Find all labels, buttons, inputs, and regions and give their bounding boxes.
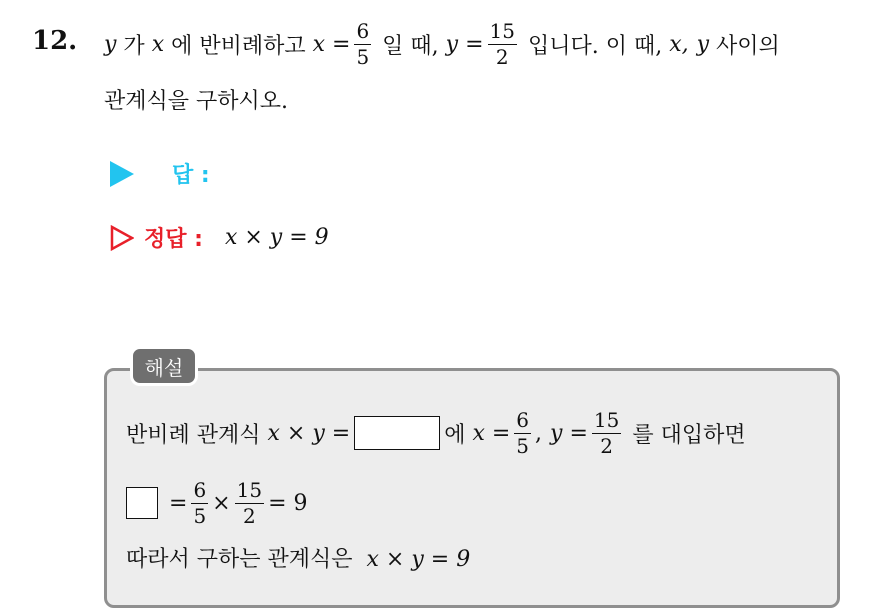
equals-sign: = xyxy=(162,490,188,516)
text-segment: 따라서 구하는 관계식은 xyxy=(126,547,360,572)
correct-answer-label: 정답 : xyxy=(144,227,203,252)
fraction-six-fifths xyxy=(514,407,531,458)
outline-triangle-icon xyxy=(110,225,134,251)
text-segment: 에 반비례하고 xyxy=(164,33,313,59)
fraction-denominator: 2 xyxy=(242,503,256,528)
times-sign: × xyxy=(212,490,231,516)
y-equals: y = xyxy=(445,31,484,57)
expr-x-times-y: x × y = xyxy=(267,420,351,446)
fraction-six-fifths xyxy=(354,18,371,69)
comma: , xyxy=(535,420,543,446)
answer-blank-box xyxy=(354,416,440,450)
small-blank-box xyxy=(126,487,158,519)
fraction-denominator: 5 xyxy=(193,503,207,528)
text-segment: 입니다. 이 때, xyxy=(520,33,670,59)
correct-answer-value: x × y = 9 xyxy=(224,225,329,250)
question-line-1 xyxy=(104,12,780,76)
var-y: y xyxy=(104,31,117,57)
text-segment: 반비례 관계식 xyxy=(126,422,268,448)
text-segment: 사이의 xyxy=(709,33,780,59)
question-number: 12. xyxy=(32,26,78,56)
fraction-numerator: 15 xyxy=(593,407,620,432)
explanation-line-2 xyxy=(126,472,308,534)
fraction-denominator: 2 xyxy=(600,433,613,458)
fraction-numerator: 6 xyxy=(193,477,207,502)
text-segment: 일 때, xyxy=(375,33,446,59)
play-triangle-icon xyxy=(110,161,134,187)
text-segment: 가 xyxy=(116,33,152,59)
y-equals: y = xyxy=(550,420,588,446)
fraction-numerator: 15 xyxy=(236,477,263,502)
explanation-tab: 해설 xyxy=(130,346,198,386)
fraction-six-fifths xyxy=(191,477,208,528)
x-equals: x = xyxy=(472,420,511,446)
explanation-line-1 xyxy=(126,402,746,464)
explanation-line-3 xyxy=(126,542,470,573)
fraction-fifteen-halves xyxy=(235,477,264,528)
var-x: x xyxy=(151,31,165,57)
fraction-denominator: 5 xyxy=(356,44,370,69)
text-segment: 에 xyxy=(444,422,473,448)
fraction-fifteen-halves xyxy=(592,407,621,458)
var-y: y xyxy=(696,31,710,57)
final-relation: x × y = 9 xyxy=(366,547,471,572)
result: = 9 xyxy=(268,490,308,516)
fraction-fifteen-halves xyxy=(488,18,517,69)
fraction-denominator: 2 xyxy=(495,44,509,69)
fraction-numerator: 6 xyxy=(356,18,370,43)
fraction-denominator: 5 xyxy=(516,433,530,458)
answer-label: 답 : xyxy=(172,163,210,188)
question-line-2: 관계식을 구하시오. xyxy=(104,89,289,114)
answer-row[interactable] xyxy=(110,158,210,189)
fraction-numerator: 15 xyxy=(489,18,515,43)
var-x-comma: x, xyxy=(669,31,689,57)
x-equals: x = xyxy=(312,31,351,57)
text-segment: 를 대입하면 xyxy=(625,422,746,448)
correct-answer-row xyxy=(110,222,329,253)
fraction-numerator: 6 xyxy=(516,407,530,432)
